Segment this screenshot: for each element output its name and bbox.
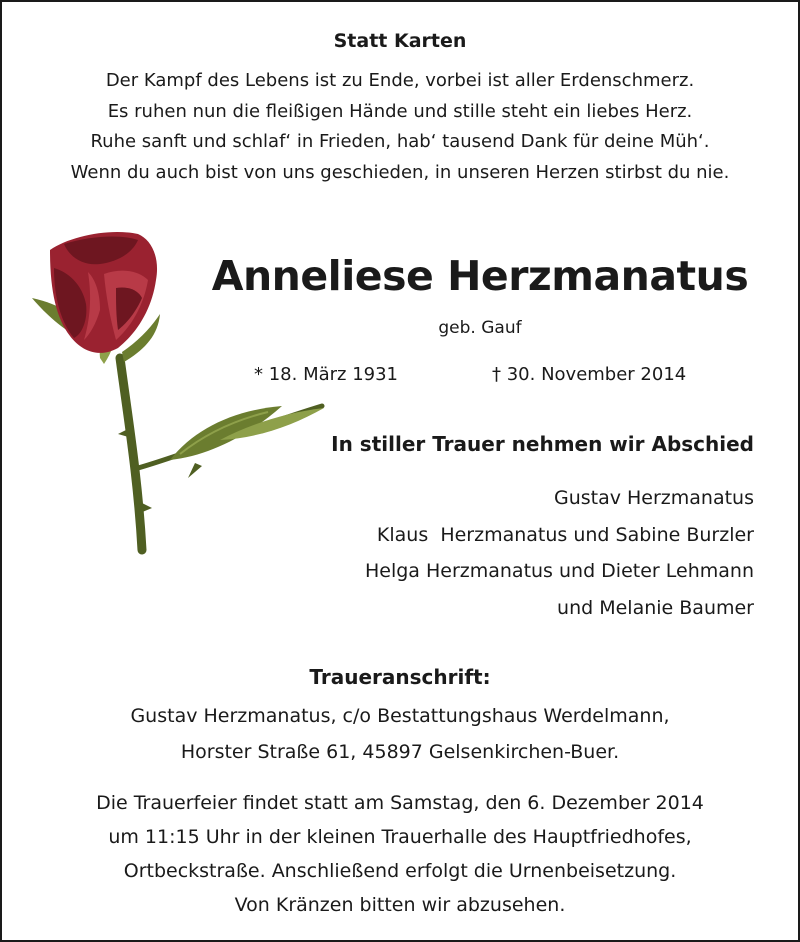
birth-date: * 18. März 1931 [254,364,399,385]
poem-line: Der Kampf des Lebens ist zu Ende, vorbei ist aller Erdenschmerz. [105,70,695,91]
address-line: Gustav Herzmanatus, c/o Bestattungshaus Werdelmann, [130,705,670,727]
deceased-name: Anneliese Herzmanatus [211,252,749,300]
mourners-list [365,480,754,626]
address-heading: Traueranschrift: [309,665,491,689]
mourner-line: und Melanie Baumer [557,596,754,619]
mourning-heading: In stiller Trauer nehmen wir Abschied [331,432,754,456]
service-line: Ortbeckstraße. Anschließend erfolgt die Urnenbeisetzung. [123,860,677,882]
service-details [0,786,800,922]
mourner-line: Gustav Herzmanatus [553,487,754,509]
mourner-line: Helga Herzmanatus und Dieter Lehmann [364,560,754,582]
service-line: um 11:15 Uhr in der kleinen Trauerhalle des Hauptfriedhofes, [108,826,692,848]
address-line: Horster Straße 61, 45897 Gelsenkirchen-Buer. [180,741,620,763]
maiden-name: geb. Gauf [438,318,522,338]
poem [0,66,800,188]
service-line: Die Trauerfeier findet statt am Samstag, den 6. Dezember 2014 [96,792,704,814]
death-date: † 30. November 2014 [492,364,687,385]
header-statt-karten: Statt Karten [333,30,467,52]
poem-line: Es ruhen nun die fleißigen Hände und stille steht ein liebes Herz. [107,100,693,122]
mourning-address [0,698,800,770]
mourner-line: Klaus Herzmanatus und Sabine Burzler [376,523,754,546]
poem-line: Ruhe sanft und schlaf‘ in Frieden, hab‘ tausend Dank für deine Müh‘. [90,131,710,152]
poem-line: Wenn du auch bist von uns geschieden, in unseren Herzen stirbst du nie. [70,161,730,183]
service-line: Von Kränzen bitten wir abzusehen. [234,894,566,916]
